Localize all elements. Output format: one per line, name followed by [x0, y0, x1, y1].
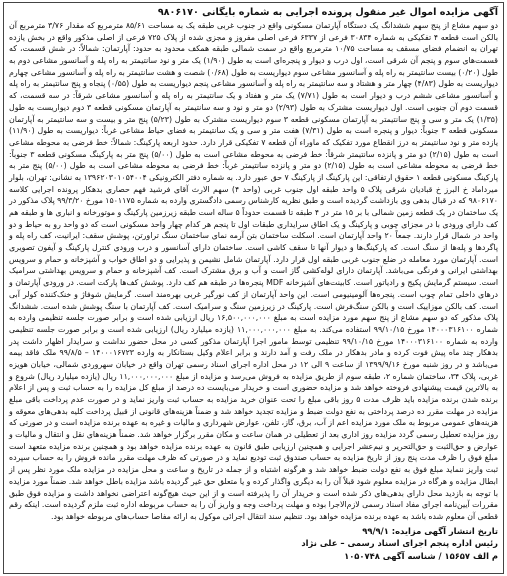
auction-notice — [3, 2, 504, 574]
official-signature: رئیس اداره پنجم اجرای اسناد رسمی – علی نژاد — [301, 538, 498, 549]
reference-number: م الف ۱۵۶۵۷ / شناسه آگهی ۱۰۵۰۷۴۸ — [344, 550, 498, 561]
notice-body: دو سهم مشاع از پنج سهم ششدانگ یک دستگاه آپارتمان مسکونی واقع در جنوب غربی طبقه یک به مساحت ۸۵/۶۱ مترمربع که مقدار ۳/۷۶ مترمربع آن بالکن است قطعه ۴ تفکیکی به شماره ۳۰۸۳۴ فرعی از ۶۳۳۷ فرعی اصلی مفروز و مجزی شده از پلاک ۷۲۵ فرعی از اصلی مذکور واقع در بخش یازده تهران به انضمام فضای مسقف به مساحت ۱۰/۷۵ مترمربع واقع در سمت شمالی طبقه همکف محدود به حدود: آپارتمان: شمالاً: در شش قسمت، که قسمت‌های سوم و پنجم آن شرقی است، اول درب و دیوار و پنجره‌ای است به طول (۱/۹۰) یک متر و نود سانتیمتر به راه پله و آسانسور مشاعی دوم به طول (۰/۲۰) بیست سانتیمتر به راه پله و آسانسور مشاعی سوم دیواریست به طول (۰/۶۸) شصت و هشت سانتیمتر به راه پله و آسانسور مشاعی چهارم دیواریست به طول (۴/۸۳) چهار متر و هشتاد و سه سانتیمتر به راه پله و آسانسور مشاعی پنجم دیواریست به طول (۰/۵۵) پنجاه و پنج سانتیمتر به راه پله و آسانسور مشاعی ششم درب و دیوار است به طول (۷/۷۱) یک متر و هفتاد و یک سانتیمتر به راه پله و آسانسور مشاعی شرقاً: در سه قسمت، که قسمت دوم آن جنوبی است. اول دیواریست مشترک به طول (۲/۹۳) دو متر و نود و سه سانتیمتر به آپارتمان مسکونی قطعه ۳ دوم دیواریست به طول (۱/۳۵) یک متر و سی و پنج سانتیمتر به آپارتمان مسکونی قطعه ۳ سوم دیواریست مشترک به طول (۵/۲۳) پنج متر و بیست و سه سانتیمتر به آپارتمان مسکونی قطعه ۳ جنوباً: دیوار و پنجره است به طول (۷/۳۱) هفت متر و سی و یک سانتیمتر به فضای حیاط مشاعی غرباً: دیواریست به طول (۱۱/۹۰) یازده متر و نود سانتیمتر به درز انقطاع مورد تفکیک که ماوراء آن قطعه ۷ تفکیکی قرار دارد. حدود اربعه پارکینگ: شمالاً: خط فرضی به محوطه مشاعی است به طول (۲/۱۵) دو متر و پانزده سانتیمتر شرقاً: خط فرضی به محوطه مشاعی است به طول (۵/۰۰) پنج متر به پارکینگ مسکونی قطعه ۳ جنوباً: خط فرضی به محوطه مشاعی است به طول (۲/۱۵) دو متر و پانزده سانتیمتر غرباً: خط فرضی به محوطه مشاعی است به طول (۵/۰۰) پنج متر به پارکینگ مسکونی قطعه ۱ حقوق ارتفاقی: این پارکینگ از پارکینگ ۷ حق عبور دارد. به شماره دفتر الکترونیکی ۱۳۹۶۲۰۳۰۱۰۵۴۰۰۴ به نشانی: تهران، بلوار میرداماد خ البرز خ قبادیان شرقی پلاک ۵ واحد طبقه اول جنوب غربی (واحد ۴) سهم الارث آقای فرشید فهم حصاری بدهکار پرونده اجرایی کلاسه ۹۸۰۶۱۷۰ که در قبال بدهی وی بازداشت گردیده است و طبق نظریه کارشناس رسمی دادگستری وارده به شماره ۱۵۰۱۱۷۵ مورخ ۹۹/۳/۲۰ پلاک مذکور در یک ساختمان در یک قطعه زمین شمالی با بر ۱۵ متر در ۴ طبقه تا قسمت حدوداً ۵ ساله است طبقه زیرزمین پارکینگ و موتورخانه و انباری ها و طبقه هم کف دارای ورودی با در مجزای چوبی و پارکینگ و یک اطاق سرایداری طبقات اول تا پنجم هر کدام چهار واحد مسکونی است که دو واحد رو به حیاط و دو واحد در شمال قرار دارند. جمعاً ۲۰ واحد آپارتمان است. اسکلت ساختمان بتن آرمه نمای ساختمان سنگ تراورتن، پوشش سقف: ایرانیت، کف راه پله و پاگردها و پله‌ها از سنگ است. که پارکینگ‌ها و دیوار آنها تا سقف کاشی است. ساختمان دارای آسانسور و درب ورودی کنترل پارکینگ و آیفون تصویری است. آپارتمان مورد معامله در ضلع جنوب غربی طبقه اول قرار دارد. آپارتمان شامل نشیمن و پذیرایی و دو اطاق خواب و آشپزخانه و حمام و سرویس بهداشتی ایرانی و فرنگی می‌باشد. آپارتمان دارای لوله‌کشی گاز است و آب و برق مشترک است. کف آشپزخانه و حمام و سرویس بهداشتی سرامیک است. سیستم گرمایش پکیج و رادیاتور است. کابینت‌های آشپزخانه MDF پنجره‌ها در طبقه هم کف دارد. پوشش کف‌ها پارکت است. در ورودی آپارتمان و درهای داخلی تمام چوب است. پنجره‌ها آلومینیومی است. این واحد آپارتمان از کف نورگیر غربی بهره‌مند است. گرمایش شوفاژ و خنک‌کننده کولر آبی است. کف بالکن موزاییک است و بالکن سنگ‌فرش است. پارکینگ در زیرزمین سنگ و سرامیک است. کف آپارتمان با سنگ پوشش شده است. ششدانگ پلاک مذکور که دو سهم مشاع از پنج سهم مورد مزایده است به مبلغ ۱۶,۵۰۰,۰۰۰,۰۰۰ ریال ارزیابی شده است و برابر صورت جلسه تنظیمی وارده به شماره ۱۴۰۰۰۳۱۶۱۰۰ مورخ ۹۹/۱۰/۱۵ استفاده می‌کند. به مبلغ ۱۱,۰۰۰,۰۰۰,۰۰۰ (یازده میلیارد ریال) ارزیابی شده است و برابر صورت جلسه تنظیمی وارده به شماره ۱۴۰۰۰۳۱۶۱۰۰ مورخ ۹۹/۱۰/۱۵ تنظیمی توسط مامور اجرا آپارتمان مذکور کسی در محل حضور نداشت و سرایدار اظهار داشت پدر بدهکار چند ماه پیش فوت کرده و مادر بدهکار در ملک رفت و آمد دارند و برابر اعلام وکیل بستانکار به وارده ۱۴۰۰۰۱۶۷۲۳ – ۹۹/۸/۵ ملک فاقد بیمه می‌باشد و در روز شنبه مورخ ۱۳۹۹/۹/۱۶ از ساعت ۹ الی ۱۲ در محل اداره اجرای اسناد رسمی تهران واقع در خیابان سهروردی شمالی، خیابان هویزه غربی، پلاک ۳۴، ساختمان شماره ۲، طبقه سوم از طریق مزایده به فروش می‌رسد و مزایده از مبلغ ۱۱,۰۰۰,۰۰۰,۰۰۰ ریال (یازده میلیارد ریال) شروع و به بالاترین قیمت پیشنهادی فروخته خواهد شد و مزایده حضوری است و خریدار می‌بایست ده درصد از مبلغ کل مزایده را به حساب ثبت و پس از اعلام برنده شدن برنده مزایده باید ظرف مدت ۵ روز باقی مبلغ را تحت عنوان خرید مزایده به حساب ثبت واریز نماید و در صورت عدم پرداخت باقی مبلغ مزایده در مهلت مقرر ده درصد پرداختی به نفع دولت ضبط و مزایده تجدید خواهد شد و ضمناً هزینه‌های قانونی از قبیل پرداخت کلیه بدهی‌های معوقه و هزینه‌های عمومی مربوط به ملک مورد مزایده اعم از آب، برق، گاز، تلفن، عوارض شهرداری و مالیات و غیره به عهده برنده مزایده است و در صورتی که روز مزایده تعطیل رسمی گردد مزایده روز اداری بعد از تعطیلی در همان ساعت و مکان مقرر برگزار خواهد شد. ضمناً هزینه‌های نقل و انتقال و مالیات و عوارض و حق‌الثبت و حق‌التحریر و نیم‌عشر اجرایی و همچنین ارزیابی طبق قانون به عهده برنده مزایده خواهد بود و همچنین برنده مزایده متعهد است مبلغ فوق را ظرف مدت پنج روز از تاریخ مزایده به حساب صندوق ثبت تودیع نماید و در صورتی که ظرف مهلت مقرر مانده فروش را به حساب سپرده ثبت واریز ننماید مبلغ فوق به نفع دولت ضبط خواهد شد و هرگونه اشتباه و از جمله در تاریخ و ساعت و محل مزایده در مزایده ملک مورد نظر پس از ابطال مزایده و هرگاه در مزایده معلوم شود قبلاً آن را به دیگری واگذار کرده و یا متعلق حق غیر گردیده باشد مزایده باطل خواهد شد. ضمناً مورد مزایده با توجه به بازدید محل دارای بدهی‌های ذکر شده است و خریدار آن را پذیرفته است و از این حیث هیچ‌گونه اعتراضی نخواهد داشت و مزایده فوق طبق مقررات آیین‌نامه اجرای مفاد اسناد رسمی لازم‌الاجرا بوده و مهلت پرداخت وجه و واریز آن را به حساب مربوطه اداره ثبت ملزم گردیده است. اینکه رقم قطعی آن معلوم شده باشد به عهده برنده مزایده خواهد بود. تنظیم سند انتقال اجرائی موکول به ارائه مفاصا حساب‌های مربوطه خواهد بود. — [9, 21, 499, 521]
notice-title: آگهی مزایده اموال غیر منقول پرونده اجرایی به شماره بایگانی ۹۸۰۶۱۷۰ — [157, 7, 498, 18]
notice-footer — [9, 525, 498, 563]
publication-date: تاریخ انتشار آگهی مزایده: ۹۹/۹/۱ — [362, 525, 498, 536]
